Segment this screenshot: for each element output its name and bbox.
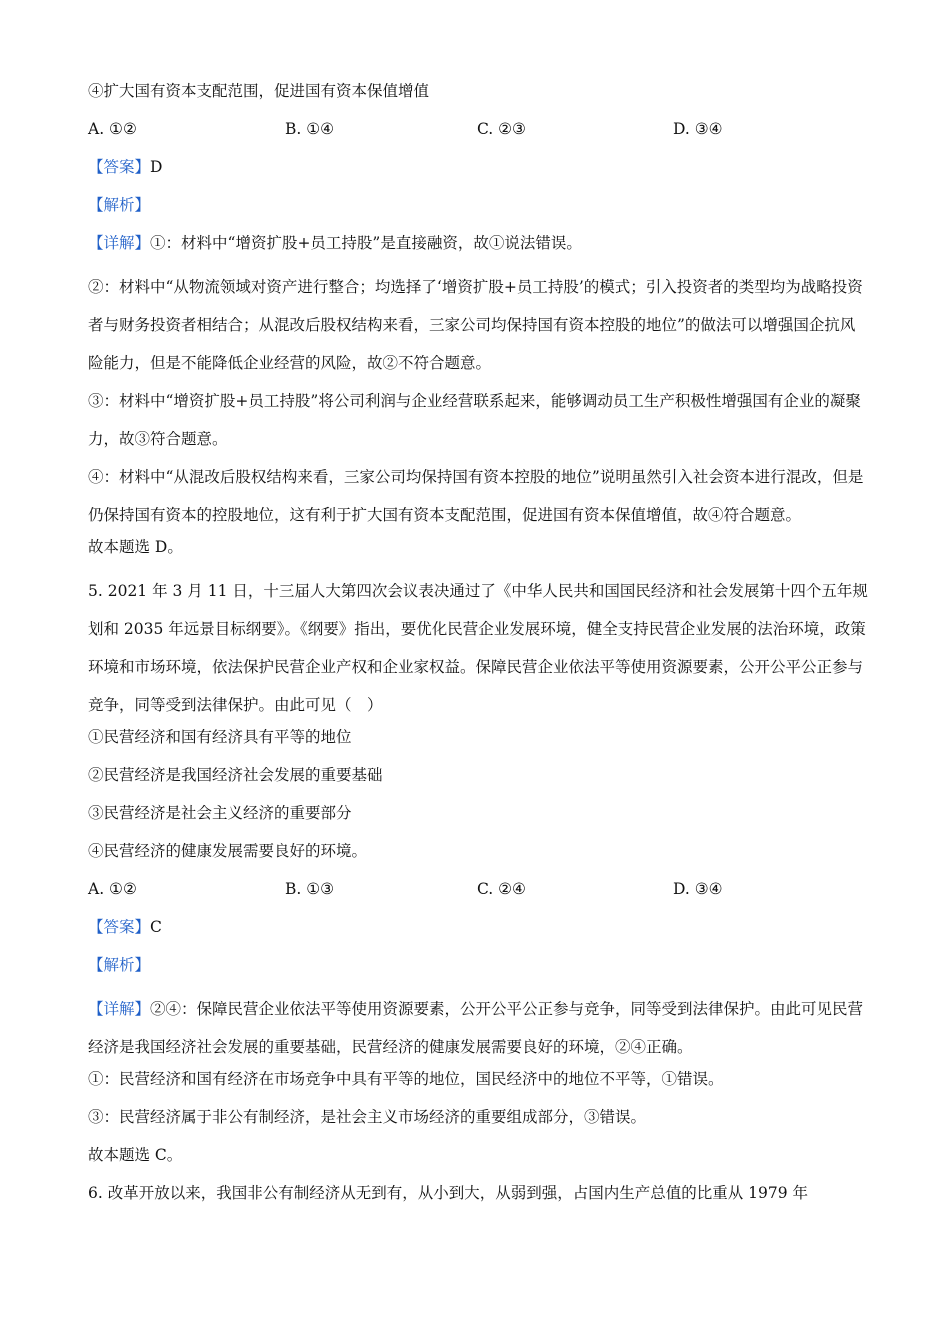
- document-page: [88, 78, 868, 1218]
- q5-answer: [88, 914, 868, 952]
- q5-choice-d: D. ③④: [673, 880, 723, 898]
- q4-conclusion: 故本题选 D。: [88, 538, 183, 556]
- q4-detail-1-text: ①：材料中“增资扩股+员工持股”是直接融资，故①说法错误。: [150, 234, 582, 252]
- q4-detail-3: ③：材料中“增资扩股+员工持股”将公司利润与企业经营联系起来，能够调动员工生产积极性增强国有企业的凝聚力，故③符合题意。: [88, 392, 861, 448]
- q4-choices: [88, 116, 868, 154]
- q5-option-3: ③民营经济是社会主义经济的重要部分: [88, 804, 352, 822]
- q5-detail-2: ①：民营经济和国有经济在市场竞争中具有平等的地位，国民经济中的地位不平等，①错误。: [88, 1070, 724, 1088]
- q6-stem: 6. 改革开放以来，我国非公有制经济从无到有，从小到大，从弱到强，占国内生产总值的比重从 1979 年: [88, 1184, 809, 1202]
- q5-detail-1: [88, 990, 868, 1066]
- q5-option-1: ①民营经济和国有经济具有平等的地位: [88, 728, 352, 746]
- q5-stem: 5. 2021 年 3 月 11 日，十三届人大第四次会议表决通过了《中华人民共和国国民经济和社会发展第十四个五年规划和 2035 年远景目标纲要》。《纲要》指出，要优化民营企业发展环境，健全支持民营企业发展的法治环境，政策环境和市场环境，依法保护民营企业产权和企业家权益。保障民营企业依法平等使用资源要素，公开公平公正参与竞争，同等受到法律保护。由此可见（ ）: [88, 582, 868, 714]
- q5-detail-3: ③：民营经济属于非公有制经济，是社会主义市场经济的重要组成部分，③错误。: [88, 1108, 647, 1126]
- q4-choice-a: A. ①②: [88, 120, 137, 138]
- q5-option-2: ②民营经济是我国经济社会发展的重要基础: [88, 766, 383, 784]
- q5-analysis-tag: 【解析】: [88, 956, 151, 974]
- q4-detail-4: ④：材料中“从混改后股权结构来看，三家公司均保持国有资本控股的地位”说明虽然引入社会资本进行混改，但是仍保持国有资本的控股地位，这有利于扩大国有资本支配范围，促进国有资本保值增值，故④符合题意。: [88, 468, 864, 524]
- q5-choice-b: B. ①③: [285, 880, 335, 898]
- q5-answer-value: C: [150, 918, 162, 936]
- q4-choice-b: B. ①④: [285, 120, 335, 138]
- q4-option-4: ④扩大国有资本支配范围，促进国有资本保值增值: [88, 82, 430, 100]
- detail-tag: 【详解】: [88, 234, 151, 252]
- answer-tag: 【答案】: [88, 918, 151, 936]
- q4-detail-1: [88, 230, 868, 268]
- detail-tag: 【详解】: [88, 1000, 151, 1018]
- q4-detail-2: ②：材料中“从物流领域对资产进行整合；均选择了‘增资扩股+员工持股’的模式；引入投资者的类型均为战略投资者与财务投资者相结合；从混改后股权结构来看，三家公司均保持国有资本控股的地位”的做法可以增强国企抗风险能力，但是不能降低企业经营的风险，故②不符合题意。: [88, 278, 863, 372]
- q4-choice-c: C. ②③: [477, 120, 526, 138]
- q4-choice-d: D. ③④: [673, 120, 723, 138]
- q4-answer: [88, 154, 868, 192]
- q4-analysis-tag: 【解析】: [88, 196, 151, 214]
- q5-choice-a: A. ①②: [88, 880, 137, 898]
- q5-choice-c: C. ②④: [477, 880, 526, 898]
- q5-option-4: ④民营经济的健康发展需要良好的环境。: [88, 842, 368, 860]
- q5-choices: [88, 876, 868, 914]
- q5-conclusion: 故本题选 C。: [88, 1146, 183, 1164]
- q4-answer-value: D: [150, 158, 163, 176]
- q5-detail-1-text: ②④：保障民营企业依法平等使用资源要素，公开公平公正参与竞争，同等受到法律保护。由此可见民营经济是我国经济社会发展的重要基础，民营经济的健康发展需要良好的环境，②④正确。: [88, 1000, 864, 1056]
- answer-tag: 【答案】: [88, 158, 151, 176]
